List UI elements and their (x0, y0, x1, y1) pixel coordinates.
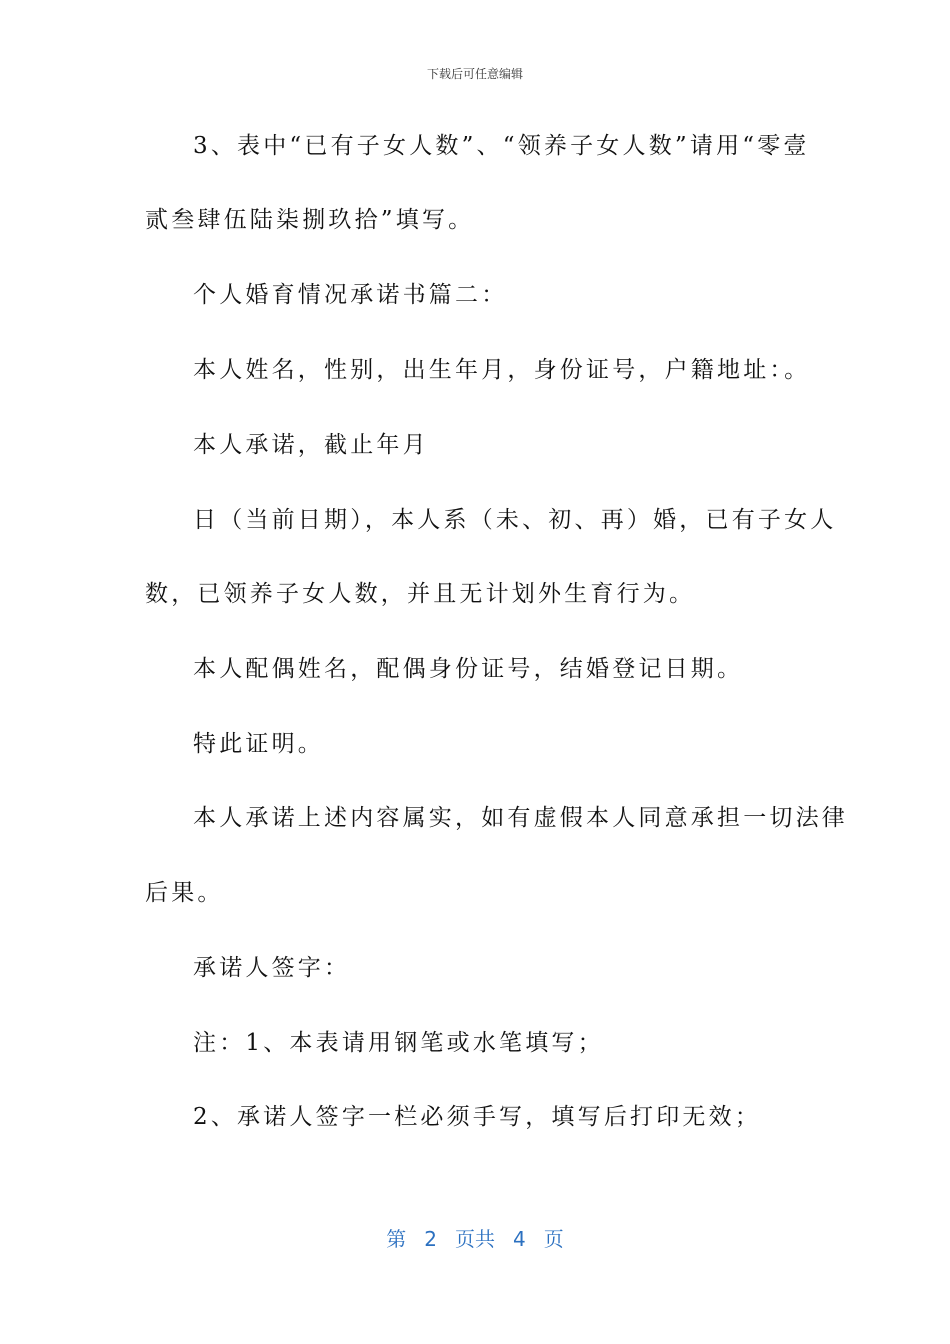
paragraph-line: 数，已领养子女人数，并且无计划外生育行为。 (145, 581, 696, 607)
paragraph-line: 2、承诺人签字一栏必须手写，填写后打印无效； (193, 1104, 762, 1130)
paragraph-line: 本人配偶姓名，配偶身份证号，结婚登记日期。 (193, 656, 744, 682)
paragraph-line: 3、表中“已有子女人数”、“领养子女人数”请用“零壹 (193, 133, 810, 159)
paragraph-line: 日（当前日期），本人系（未、初、再）婚，已有子女人 (193, 507, 837, 533)
page-prefix: 第 (386, 1227, 407, 1251)
paragraph-line: 本人承诺，截止年月 (193, 432, 429, 458)
page-total: 4 (513, 1227, 526, 1251)
paragraph-line: 承诺人签字： (193, 955, 351, 981)
paragraph-line: 本人承诺上述内容属实，如有虚假本人同意承担一切法律 (193, 805, 848, 831)
paragraph-line: 后果。 (145, 880, 224, 906)
paragraph-line: 贰叁肆伍陆柒捌玖拾”填写。 (145, 207, 475, 233)
paragraph-line: 个人婚育情况承诺书篇二： (193, 282, 508, 308)
page-header: 下载后可任意编辑 (426, 67, 523, 81)
paragraph-line: 本人姓名，性别，出生年月，身份证号，户籍地址：。 (193, 357, 811, 383)
page-current: 2 (424, 1227, 437, 1251)
page-number-footer (0, 1226, 950, 1252)
page-mid: 页共 (455, 1227, 495, 1251)
paragraph-line: 注：1、本表请用钢笔或水笔填写； (193, 1030, 604, 1056)
page-suffix: 页 (543, 1227, 564, 1251)
paragraph-line: 特此证明。 (193, 731, 324, 757)
